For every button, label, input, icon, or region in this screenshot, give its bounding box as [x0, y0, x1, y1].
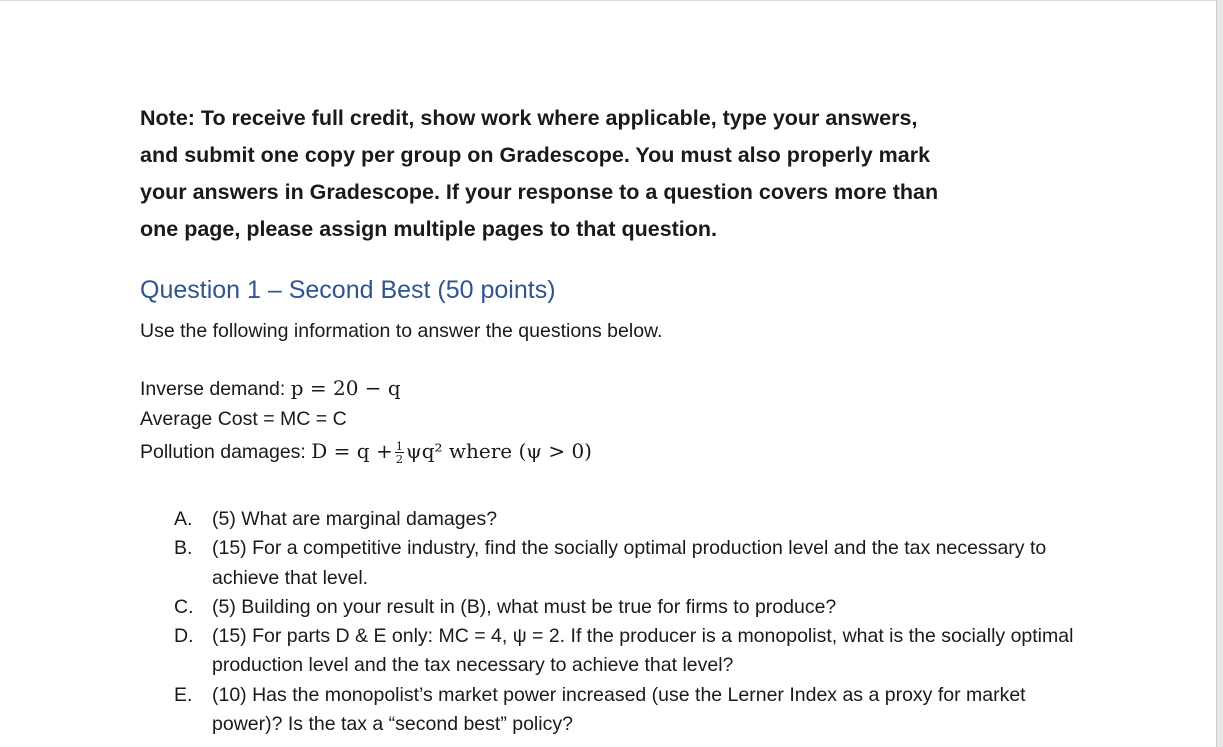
inverse-demand-equation: p = 20 − q — [290, 376, 401, 400]
list-item: C. (5) Building on your result in (B), what must be true for firms to produce? — [174, 595, 837, 618]
note-line: your answers in Gradescope. If your response to a question covers more than — [140, 180, 939, 204]
page-top-edge — [0, 0, 1223, 1]
one-half-fraction: $\frac{1}{2}$ — [395, 439, 404, 466]
list-item: A. (5) What are marginal damages? — [174, 508, 498, 530]
question-intro: Use the following information to answer the questions below. — [140, 320, 663, 342]
note-line: one page, please assign multiple pages to that question. — [140, 217, 718, 241]
scrollbar-track[interactable] — [1216, 0, 1223, 747]
pollution-label: Pollution damages: — [140, 441, 306, 463]
pollution-equation: D = q + $\frac{1}{2}$ ψq² where (ψ > 0) — [311, 439, 592, 466]
list-item: E. (10) Has the monopolist’s market power increased (use the Lerner Index as a proxy for market power)? Is the tax a “second best” policy? — [174, 683, 1026, 736]
question-heading: Question 1 – Second Best (50 points) — [140, 276, 556, 304]
pollution-line — [140, 439, 592, 465]
list-item: B. (15) For a competitive industry, find the socially optimal production level and the tax necessary to achieve that level. — [174, 537, 1047, 589]
document-page — [140, 100, 1140, 736]
average-cost-line: Average Cost = MC = C — [140, 408, 347, 430]
note-line: and submit one copy per group on Gradescope. You must also properly mark — [140, 143, 931, 167]
sub-question-list — [174, 505, 1074, 739]
inverse-demand-label: Inverse demand: — [140, 378, 286, 400]
list-item: D. (15) For parts D & E only: MC = 4, ψ = 2. If the producer is a monopolist, what is the socially optimal production level and the tax necessary to achieve that level? — [174, 625, 1074, 677]
inverse-demand-line — [140, 376, 401, 401]
note-line: Note: To receive full credit, show work where applicable, type your answers, — [140, 106, 918, 130]
note-paragraph — [140, 100, 1140, 248]
